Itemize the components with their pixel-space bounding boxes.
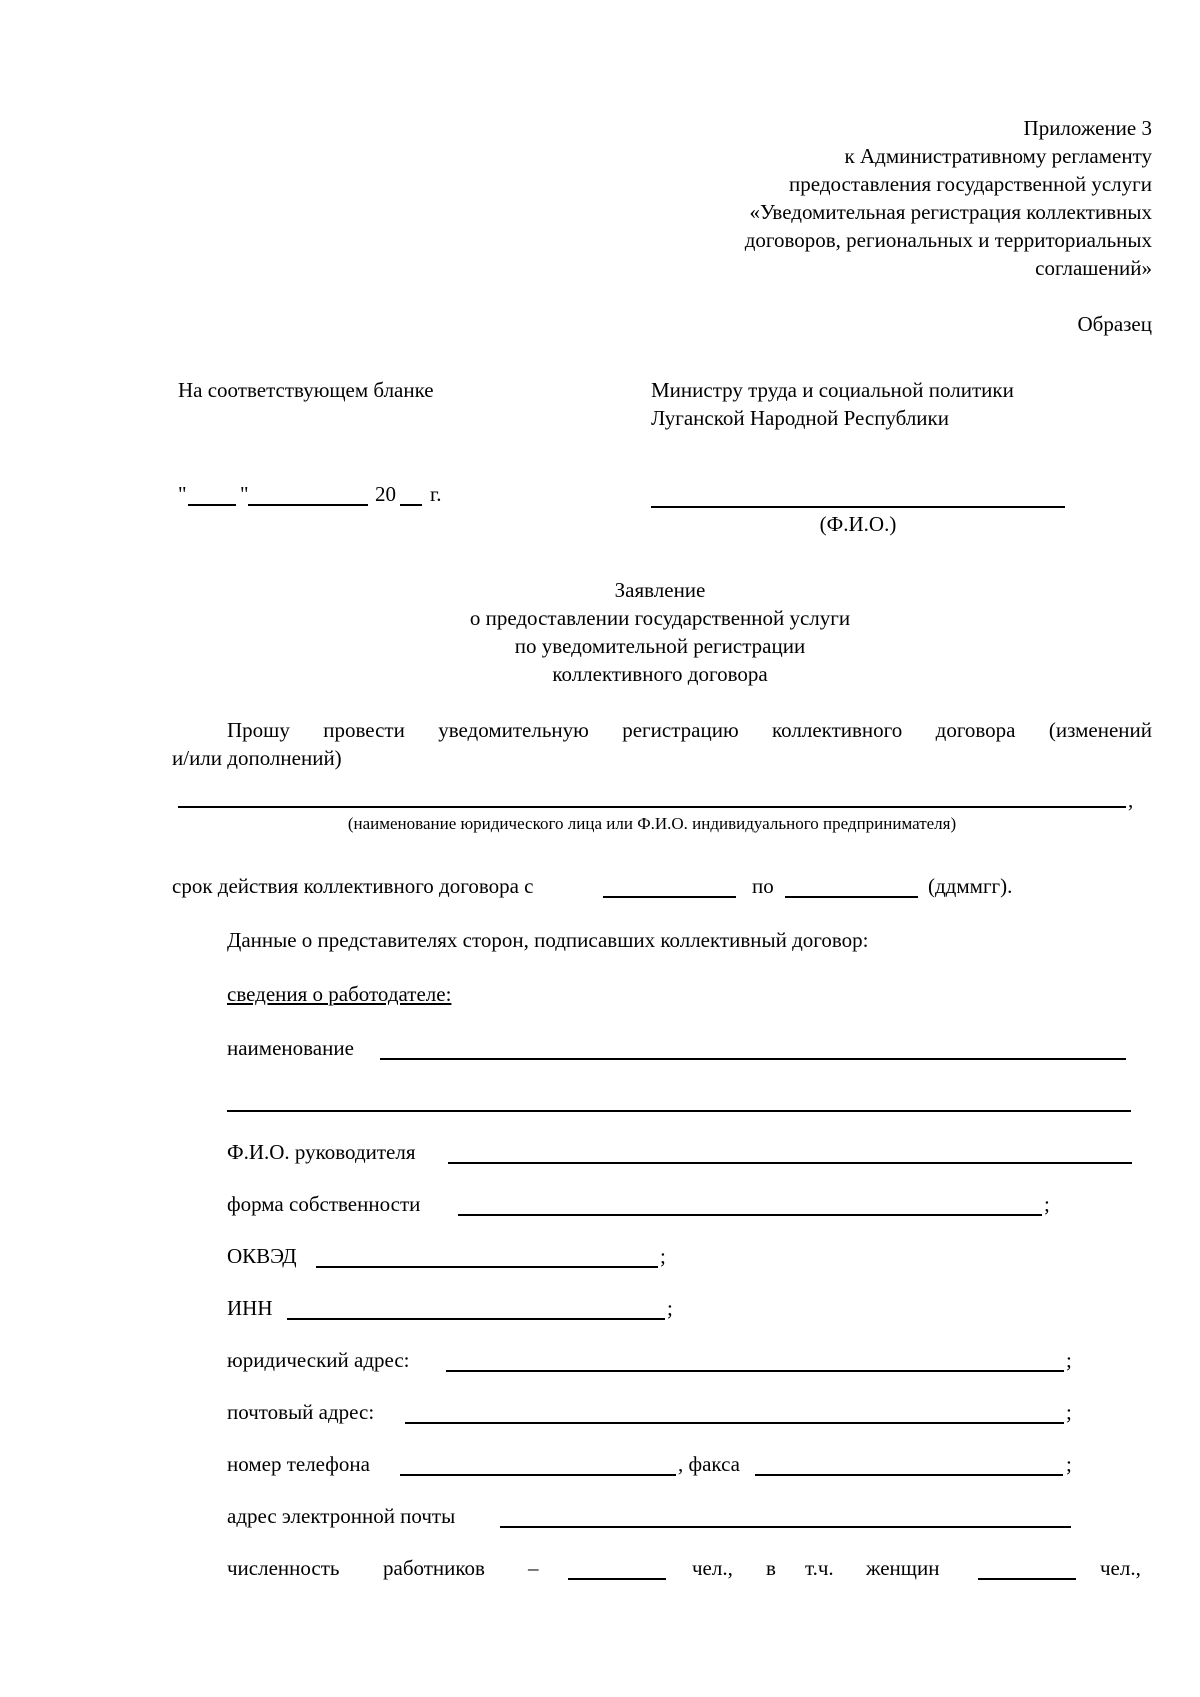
date-quote-open: " — [178, 482, 187, 506]
staff-word-8: чел., — [1100, 1556, 1141, 1580]
phone-label: номер телефона — [227, 1452, 370, 1476]
date-suffix: г. — [430, 482, 442, 506]
staff-women-line[interactable] — [978, 1578, 1076, 1580]
term-format: (ддммгг). — [928, 874, 1013, 898]
term-prefix: срок действия коллективного договора с — [172, 874, 534, 898]
legal-address-semicolon: ; — [1066, 1348, 1072, 1372]
okved-label: ОКВЭД — [227, 1244, 297, 1268]
fio-caption: (Ф.И.О.) — [819, 512, 897, 536]
date-day-line[interactable] — [188, 504, 236, 506]
legal-address-label: юридический адрес: — [227, 1348, 410, 1372]
email-label: адрес электронной почты — [227, 1504, 456, 1528]
email-line[interactable] — [500, 1526, 1071, 1528]
term-to: по — [752, 874, 774, 898]
header-line-2: к Административному регламенту — [844, 144, 1152, 168]
date-quote-close: " — [240, 482, 249, 506]
staff-word-2: работников — [383, 1556, 485, 1580]
head-line[interactable] — [448, 1162, 1132, 1164]
representatives-text: Данные о представителях сторон, подписавших коллективный договор: — [227, 928, 869, 952]
sample-label: Образец — [1077, 312, 1152, 336]
postal-address-label: почтовый адрес: — [227, 1400, 375, 1424]
fax-line[interactable] — [755, 1474, 1063, 1476]
term-start-line[interactable] — [603, 896, 736, 898]
organization-caption: (наименование юридического лица или Ф.И.О. индивидуального предпринимателя) — [347, 814, 957, 833]
date-month-line[interactable] — [248, 504, 368, 506]
title-line-2: о предоставлении государственной услуги — [469, 606, 851, 630]
date-year-line[interactable] — [400, 504, 422, 506]
head-label: Ф.И.О. руководителя — [227, 1140, 416, 1164]
blank-note: На соответствующем бланке — [178, 378, 434, 402]
addressee-fio-line[interactable] — [651, 506, 1065, 508]
staff-word-6: т.ч. — [805, 1556, 834, 1580]
postal-address-semicolon: ; — [1066, 1400, 1072, 1424]
inn-label: ИНН — [227, 1296, 273, 1320]
addressee-line-1: Министру труда и социальной политики — [651, 378, 1014, 402]
header-line-3: предоставления государственной услуги — [789, 172, 1152, 196]
header-line-4: «Уведомительная регистрация коллективных — [749, 200, 1152, 224]
okved-line[interactable] — [316, 1266, 658, 1268]
header-line-1: Приложение 3 — [1023, 116, 1152, 140]
staff-word-7: женщин — [866, 1556, 940, 1580]
request-line-1: Прошу провести уведомительную регистрацию коллективного договора (изменений — [227, 718, 1152, 742]
term-end-line[interactable] — [785, 896, 918, 898]
fax-semicolon: ; — [1066, 1452, 1072, 1476]
fax-label: , факса — [678, 1452, 741, 1476]
request-line-2: и/или дополнений) — [172, 746, 342, 770]
title-line-4: коллективного договора — [552, 662, 768, 686]
inn-semicolon: ; — [667, 1296, 673, 1320]
staff-dash: – — [528, 1556, 539, 1580]
postal-address-line[interactable] — [405, 1422, 1064, 1424]
staff-word-1: численность — [227, 1556, 340, 1580]
ownership-semicolon: ; — [1044, 1192, 1050, 1216]
title-line-3: по уведомительной регистрации — [514, 634, 806, 658]
legal-address-line[interactable] — [446, 1370, 1064, 1372]
organization-comma: , — [1128, 788, 1134, 812]
employer-heading: сведения о работодателе: — [227, 982, 452, 1006]
name-label: наименование — [227, 1036, 354, 1060]
header-line-5: договоров, региональных и территориальных — [744, 228, 1152, 252]
inn-line[interactable] — [287, 1318, 665, 1320]
addressee-line-2: Луганской Народной Республики — [651, 406, 949, 430]
title-line-1: Заявление — [614, 578, 706, 602]
name-line[interactable] — [380, 1058, 1126, 1060]
header-line-6: соглашений» — [1035, 256, 1152, 280]
staff-word-4: чел., — [692, 1556, 733, 1580]
ownership-line[interactable] — [458, 1214, 1042, 1216]
name-line-2[interactable] — [227, 1110, 1131, 1112]
staff-word-5: в — [766, 1556, 776, 1580]
phone-line[interactable] — [400, 1474, 676, 1476]
okved-semicolon: ; — [660, 1244, 666, 1268]
date-year-prefix: 20 — [375, 482, 396, 506]
staff-total-line[interactable] — [568, 1578, 666, 1580]
ownership-label: форма собственности — [227, 1192, 421, 1216]
organization-name-line[interactable] — [178, 806, 1126, 808]
